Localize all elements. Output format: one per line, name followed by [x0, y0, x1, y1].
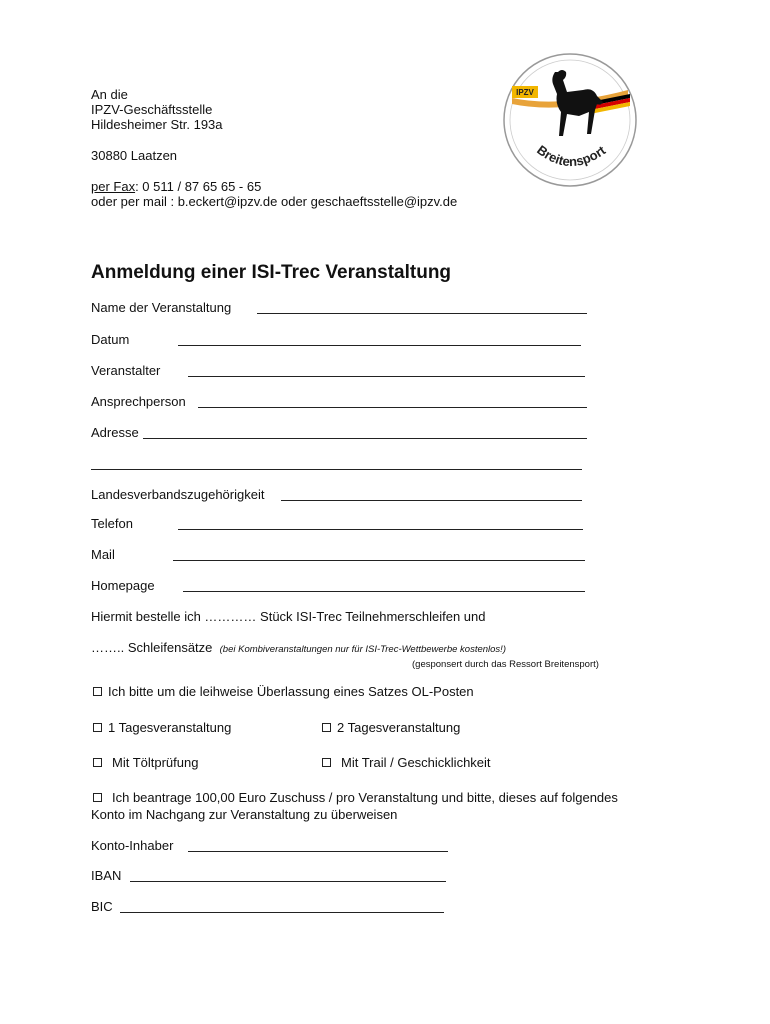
- field-name-label: Name der Veranstaltung: [91, 300, 232, 315]
- option-trail[interactable]: [322, 755, 491, 771]
- option-zuschuss-label: Ich beantrage 100,00 Euro Zuschuss / pro Veranstaltung und bitte, dieses auf folgendes: [112, 790, 618, 805]
- field-konto-inhaber-input[interactable]: [188, 838, 448, 852]
- field-telefon-input[interactable]: [178, 516, 583, 530]
- field-bic-input[interactable]: [120, 899, 444, 913]
- mail-line: oder per mail : b.eckert@ipzv.de oder geschaeftsstelle@ipzv.de: [91, 194, 458, 209]
- field-landesverband-label: Landesverbandszugehörigkeit: [91, 487, 265, 502]
- field-ansprechperson-label: Ansprechperson: [91, 394, 186, 409]
- checkbox-icon[interactable]: [93, 723, 102, 732]
- recipient-street: Hildesheimer Str. 193a: [91, 117, 223, 132]
- field-mail-label: Mail: [91, 547, 115, 562]
- field-telefon-label: Telefon: [91, 516, 133, 531]
- sponsor-note: (gesponsert durch das Ressort Breitensport): [412, 659, 599, 670]
- field-homepage-label: Homepage: [91, 578, 155, 593]
- checkbox-icon[interactable]: [93, 758, 102, 767]
- checkbox-icon[interactable]: [322, 723, 331, 732]
- option-zuschuss[interactable]: [93, 790, 618, 806]
- field-konto-inhaber-label: Konto-Inhaber: [91, 838, 174, 853]
- recipient-org: IPZV-Geschäftsstelle: [91, 102, 213, 117]
- recipient-to: An die: [91, 87, 128, 102]
- svg-text:Breitensport: Breitensport: [534, 142, 609, 170]
- recipient-city: 30880 Laatzen: [91, 148, 178, 163]
- option-ol-posten-label: Ich bitte um die leihweise Überlassung eines Satzes OL-Posten: [108, 684, 474, 699]
- checkbox-icon[interactable]: [93, 687, 102, 696]
- field-mail-input[interactable]: [173, 547, 585, 561]
- fax-label: per Fax: [91, 179, 136, 194]
- recipient-address: [91, 87, 457, 209]
- field-adresse-label: Adresse: [91, 425, 139, 440]
- fax-value: : 0 511 / 87 65 65 - 65: [135, 179, 262, 194]
- field-veranstalter-label: Veranstalter: [91, 363, 161, 378]
- order-line-2-prefix: …….. Schleifensätze: [91, 640, 213, 655]
- checkbox-icon[interactable]: [322, 758, 331, 767]
- svg-text:IPZV: IPZV: [516, 88, 534, 97]
- field-adresse-input[interactable]: [143, 425, 587, 439]
- field-landesverband-input[interactable]: [281, 487, 582, 501]
- field-ansprechperson-input[interactable]: [198, 394, 587, 408]
- option-tages2[interactable]: [322, 720, 460, 736]
- order-line-2-note: (bei Kombiveranstaltungen nur für ISI-Trec-Wettbewerbe kostenlos!): [219, 644, 506, 655]
- field-adresse-2-input[interactable]: [91, 456, 582, 470]
- option-trail-label: Mit Trail / Geschicklichkeit: [341, 755, 491, 770]
- option-zuschuss-line-2: Konto im Nachgang zur Veranstaltung zu überweisen: [91, 807, 398, 822]
- field-datum-input[interactable]: [178, 332, 581, 346]
- option-tages1[interactable]: [93, 720, 231, 736]
- order-line-1: Hiermit bestelle ich ………… Stück ISI-Trec Teilnehmerschleifen und: [91, 609, 486, 624]
- field-iban-input[interactable]: [130, 868, 446, 882]
- field-bic-label: BIC: [91, 899, 113, 914]
- logo-seal-icon: [500, 50, 640, 190]
- fax-line: [91, 179, 457, 194]
- option-toelt[interactable]: [93, 755, 198, 771]
- checkbox-icon[interactable]: [93, 793, 102, 802]
- field-datum-label: Datum: [91, 332, 130, 347]
- field-name-input[interactable]: [257, 300, 587, 314]
- option-ol-posten[interactable]: [93, 684, 474, 700]
- field-homepage-input[interactable]: [183, 578, 585, 592]
- option-toelt-label: Mit Töltprüfung: [112, 755, 199, 770]
- option-tages1-label: 1 Tagesveranstaltung: [108, 720, 232, 735]
- ipzv-breitensport-logo: [500, 50, 640, 190]
- field-veranstalter-input[interactable]: [188, 363, 585, 377]
- option-tages2-label: 2 Tagesveranstaltung: [337, 720, 461, 735]
- field-iban-label: IBAN: [91, 868, 122, 883]
- order-line-2: [91, 640, 506, 658]
- form-title: Anmeldung einer ISI-Trec Veranstaltung: [91, 262, 452, 283]
